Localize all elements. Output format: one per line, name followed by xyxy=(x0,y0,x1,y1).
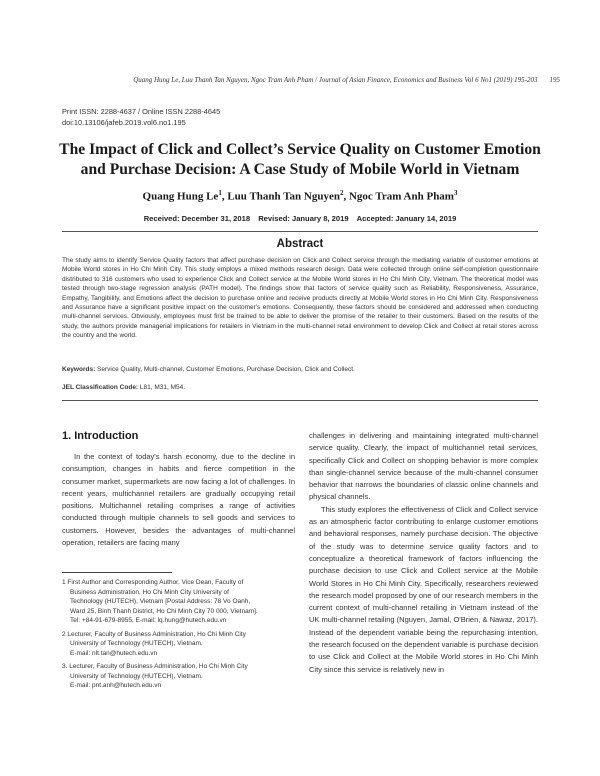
title-line-2: and Purchase Decision: A Case Study of Mobile World in Vietnam xyxy=(80,161,520,178)
author-3: Ngoc Tram Anh Pham xyxy=(348,190,454,203)
running-head-text: Quang Hung Le, Luu Thanh Tan Nguyen, Ngoc Tram Anh Pham / Journal of Asian Finance, Economics and Business Vol 6 No1 (2019) 195-203 xyxy=(133,76,538,84)
author-2: Luu Thanh Tan Nguyen xyxy=(227,190,340,203)
footnotes xyxy=(62,578,295,695)
divider-top xyxy=(62,231,538,232)
keywords-value: Service Quality, Multi-channel, Customer Emotions, Purchase Decision, Click and Collect. xyxy=(95,366,355,373)
footnote-line: University of Technology (HUTECH), Vietnam. xyxy=(70,672,203,680)
footnote-2 xyxy=(62,630,295,659)
left-column xyxy=(62,451,295,549)
section-heading: 1. Introduction xyxy=(62,430,139,442)
footnote-line: Business Administration, Ho Chi Minh City University of xyxy=(70,588,229,596)
author-3-affiliation: 3 xyxy=(453,189,458,197)
footnote-email[interactable]: E-mail: pnt.anh@hutech.edu.vn xyxy=(70,682,162,689)
issn-block xyxy=(62,106,220,128)
footnote-line: 1 First Author and Corresponding Author. Vice Dean, Faculty of xyxy=(62,579,244,586)
received-date: Received: December 31, 2018 xyxy=(143,214,251,223)
author-separator: , xyxy=(221,190,228,203)
author-2-affiliation: 2 xyxy=(339,189,344,197)
abstract-heading: Abstract xyxy=(276,238,324,250)
issn-line: Print ISSN: 2288-4637 / Online ISSN 2288-4645 xyxy=(62,107,221,116)
footnote-rule xyxy=(62,572,172,573)
keywords-label: Keywords: xyxy=(62,366,96,373)
abstract-body: The study aims to identify Service Quality factors that affect purchase decision on Click and Collect service through the mediating variable of customer emotions at Mobile World stores in Ho Chi Minh City. This study employs a mixed methods research design. Data were collected through online self-completion questionnaire distributed to 316 customers who used to experience Click and Collect service at the Mobile World stores in Ho Chi Minh City, Vietnam. The theoretical model was tested through two-stage regression analysis (PATH model). The findings show that factors of service quality such as Reliability, Responsiveness, Assurance, Empathy, Tangibility, and Emotions affect the decision to purchase online and receive products directly at Mobile World stores in Ho Chi Minh City. Responsiveness and Assurance have a significant positive impact on the customer's emotions. Consequently, these factors should be considered and addressed when conducting multi-channel services. Obviously, employees must first be trained to be able to deliver the promise of the retailer to their customers. Based on the results of the study, the authors provide managerial implications for retailers in Vietnam in the multi-channel retail environment to develop Click and Collect at retail stores across the country and the world. xyxy=(62,257,538,340)
footnote-email[interactable]: E-mail: nlt.tan@hutech.edu.vn xyxy=(70,649,158,657)
footnote-line: Ward 25, Binh Thanh District, Ho Chi Minh City 70 000, Vietnam]. xyxy=(70,607,258,615)
revised-date: Revised: January 8, 2019 xyxy=(258,214,349,223)
accepted-date: Accepted: January 14, 2019 xyxy=(356,214,457,223)
running-head xyxy=(40,76,560,84)
footnote-line: 2 Lecturer, Faculty of Business Administration, Ho Chi Minh City xyxy=(62,630,246,638)
intro-paragraph-2: This study explores the effectiveness of Click and Collect service as an atmospheric factor contributing to enlarge customer emotions and behavioral responses, namely purchase decision. The objective of the study was to determine service quality factors and to conceptualize a theoretical framework of factors influencing the purchase decision to use Click and Collect service at the Mobile World Stores in Ho Chi Minh City. Specifically, researchers reviewed the research model proposed by one of our research members in the current context of multi-channel retailing in Vietnam instead of the UK multi-channel retailing (Nguyen, Jamal, O'Brien, & Nawaz, 2017). Instead of the dependent variable being the repurchasing intention, the research focused on the dependent variable is purchase decision to use Click and Collect at the Mobile World stores in Ho Chi Minh City since this service is relatively new in xyxy=(309,504,538,674)
footnote-1 xyxy=(62,578,295,626)
author-list xyxy=(40,189,560,203)
intro-paragraph: In the context of today's harsh economy, due to the decline in consumption, changes in habits and fierce competition in the consumer market, supermarkets are now facing a lot of challenges. In recent years, multichannel retailers are gradually occupying retail positions. Multichannel retailing comprises a range of activities conducted through multiple channels to sell goods and services to customers. However, besides the advantages of multi-channel operation, retailers are facing many xyxy=(62,452,295,548)
page-number: 195 xyxy=(549,76,560,84)
footnote-line: 3. Lecturer, Faculty of Business Administration, Ho Chi Minh City xyxy=(62,663,248,670)
divider-bottom xyxy=(62,400,538,401)
jel-codes xyxy=(62,384,538,391)
author-1-affiliation: 1 xyxy=(218,189,222,197)
title-line-1: The Impact of Click and Collect’s Service Quality on Customer Emotion xyxy=(59,141,541,158)
keywords xyxy=(62,366,538,373)
submission-dates xyxy=(40,214,560,223)
author-1: Quang Hung Le xyxy=(142,190,219,203)
paper-title xyxy=(40,140,560,180)
author-separator: , xyxy=(343,190,349,203)
doi-line[interactable]: doi:10.13106/jafeb.2019.vol6.no1.195 xyxy=(62,118,186,127)
jel-value: L81, M31, M54. xyxy=(138,384,186,391)
footnote-3 xyxy=(62,662,295,691)
footnote-line: University of Technology (HUTECH), Vietnam. xyxy=(70,640,203,647)
jel-label: JEL Classification Code: xyxy=(62,384,139,391)
intro-paragraph-continued: challenges in delivering and maintaining integrated multi-channel service quality. Clearly, the impact of multichannel retail services, specifically Click and Collect on shopping behavior is more complex than single-channel service because of the multi-channel consumer behavior that narrows the boundaries of classic online channels and physical channels. xyxy=(309,431,538,502)
footnote-email[interactable]: Tel: +84-91-679-8955, E-mail: lq.hung@hutech.edu.vn xyxy=(70,617,227,624)
right-column xyxy=(309,430,538,676)
footnote-line: Technology (HUTECH), Vietnam [Postal Address: 78 Vo Oanh, xyxy=(70,598,251,605)
